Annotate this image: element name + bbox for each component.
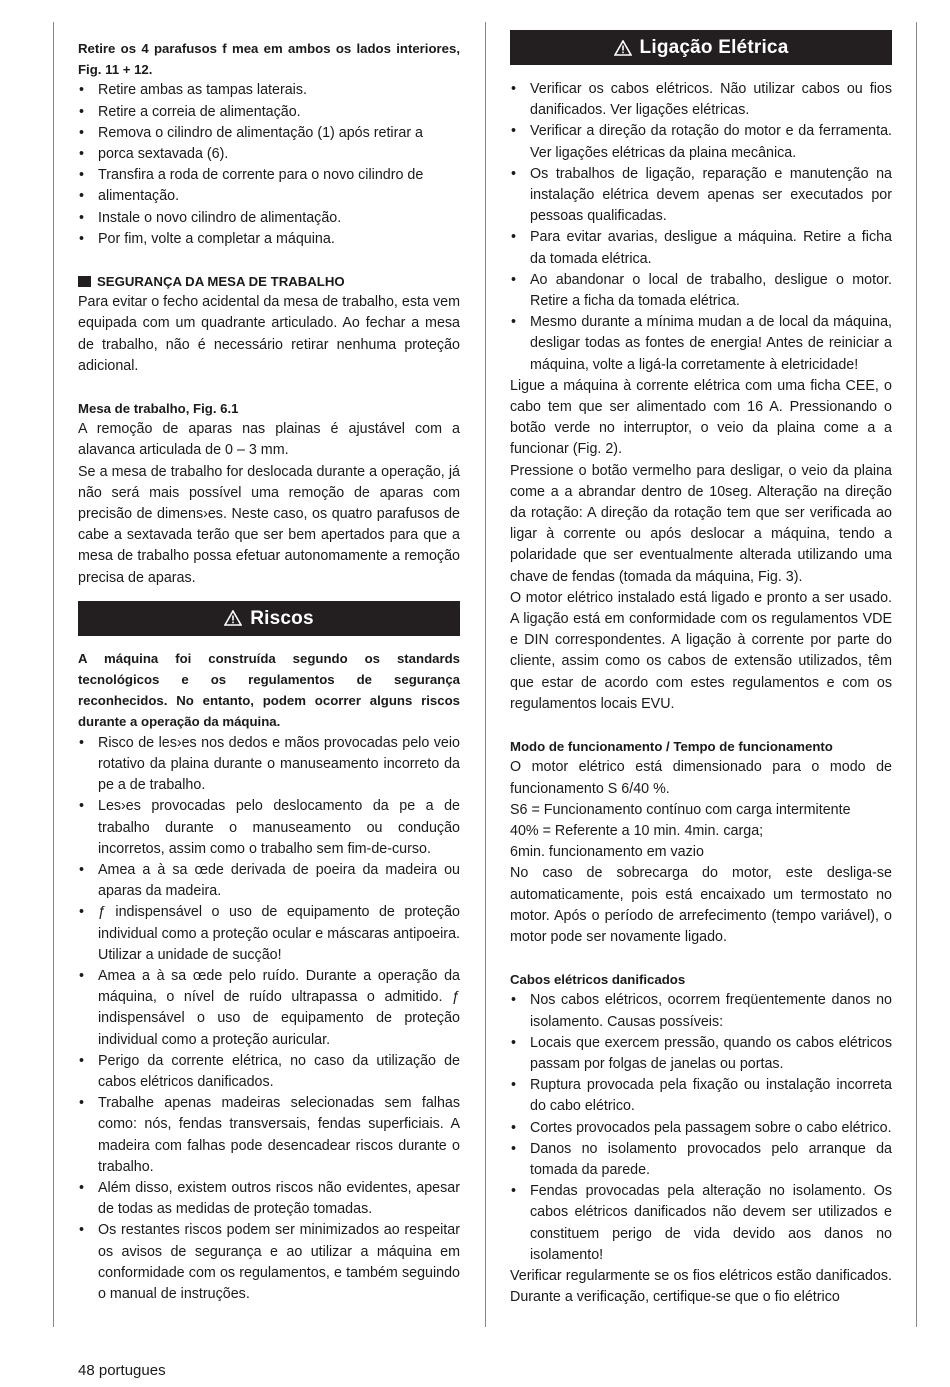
safety-heading: SEGURANÇA DA MESA DE TRABALHO bbox=[78, 271, 460, 292]
list-item: • ƒ indispensável o uso de equipamento de proteção individual como a proteção ocular e máscaras antipoeira. Utilizar a unidade de sucção! bbox=[78, 902, 460, 966]
list-item: • Perigo da corrente elétrica, no caso da utilização de cabos elétricos danificados. bbox=[78, 1051, 460, 1093]
list-item: • Os restantes riscos podem ser minimizados ao respeitar os avisos de segurança e ao utilizar a máquina em conformidade com os regulamentos, e também seguindo o manual de instruções. bbox=[78, 1220, 460, 1305]
cables-heading: Cabos elétricos danificados bbox=[510, 972, 686, 988]
list-item: • Amea a à sa œde derivada de poeira da madeira ou aparas da madeira. bbox=[78, 860, 460, 902]
electric-list bbox=[510, 79, 892, 376]
mode-line-4: 6min. funcionamento em vazio bbox=[510, 844, 704, 861]
cables-list bbox=[510, 990, 892, 1266]
list-item: • Les›es provocadas pelo deslocamento da pe a de trabalho durante o manuseamento ou condução incorretos, assim como o trabalho sem fim-de-curso. bbox=[78, 796, 460, 860]
risks-title: Riscos bbox=[250, 607, 314, 629]
electric-para-2: Pressione o botão vermelho para desligar, o veio da plaina come a a abrandar dentro de 10seg. Alteração na direção da rotação: A direção da rotação tem que ser verificada ao ligar à corrente ou após deslocar a máquina, tendo a polaridade que ser eventualmente alterada utilizando uma chave de fendas (tomada da máquina, Fig. 3). bbox=[510, 462, 892, 585]
list-item: • porca sextavada (6). bbox=[78, 144, 460, 165]
mode-line-2: S6 = Funcionamento contínuo com carga intermitente bbox=[510, 801, 851, 818]
page-footer: 48 portugues bbox=[78, 1362, 166, 1379]
list-item: • Risco de les›es nos dedos e mãos provocadas pelo veio rotativo da plaina durante o manuseamento incorreto da pe a de trabalho. bbox=[78, 733, 460, 797]
right-margin-rule bbox=[916, 22, 917, 1327]
risks-intro: A máquina foi construída segundo os standards tecnológicos e os regulamentos de segurança reconhecidos. No entanto, podem ocorrer alguns riscos durante a operação da máquina. bbox=[78, 650, 460, 730]
left-margin-rule bbox=[53, 22, 54, 1327]
list-item: • Além disso, existem outros riscos não evidentes, apesar de todas as medidas de proteção tomadas. bbox=[78, 1178, 460, 1220]
intro-list bbox=[78, 80, 460, 250]
list-item: • Para evitar avarias, desligue a máquina. Retire a ficha da tomada elétrica. bbox=[510, 227, 892, 269]
mode-heading: Modo de funcionamento / Tempo de funcionamento bbox=[510, 739, 833, 755]
table-heading: Mesa de trabalho, Fig. 6.1 bbox=[78, 401, 239, 417]
electric-para-3: O motor elétrico instalado está ligado e pronto a ser usado. A ligação está em conformidade com os regulamentos VDE e DIN correspondentes. A ligação à corrente por parte do cliente, assim como os cabos de extensão utilizados, têm que estar de acordo com estes regulamentos e com os regulamentos locais EVU. bbox=[510, 589, 892, 712]
mode-line-1: O motor elétrico está dimensionado para o modo de funcionamento S 6/40 %. bbox=[510, 759, 892, 797]
table-text-2: Se a mesa de trabalho for deslocada durante a operação, já não será mais possível uma remoção de aparas com precisão de dimens›es. Neste caso, os quatro parafusos de cabe a sextavada terão que ser bem apertados para que a mesa de trabalho possa efetuar autonomamente a remoção precisa de aparas. bbox=[78, 463, 460, 586]
list-item: • alimentação. bbox=[78, 186, 460, 207]
square-bullet-icon bbox=[78, 276, 91, 287]
list-item: • Ruptura provocada pela fixação ou instalação incorreta do cabo elétrico. bbox=[510, 1075, 892, 1117]
risks-section-bar bbox=[78, 601, 460, 636]
cables-end: Verificar regularmente se os fios elétricos estão danificados. Durante a verificação, certifique-se que o fio elétrico bbox=[510, 1267, 892, 1306]
safety-text: Para evitar o fecho acidental da mesa de trabalho, esta vem equipada com um quadrante articulado. Ao fechar a mesa de trabalho, não é necessário retirar nenhuma proteção adicional. bbox=[78, 294, 460, 374]
right-column bbox=[510, 30, 892, 1308]
list-item: • Instale o novo cilindro de alimentação. bbox=[78, 208, 460, 229]
list-item: • Verificar a direção da rotação do motor e da ferramenta. Ver ligações elétricas da plaina mecânica. bbox=[510, 121, 892, 163]
list-item: • Fendas provocadas pela alteração no isolamento. Os cabos elétricos danificados não devem ser utilizados e constituem perigo de vida devido aos danos no isolamento! bbox=[510, 1181, 892, 1266]
electric-para-1: Ligue a máquina à corrente elétrica com uma ficha CEE, o cabo tem que ser alimentado com 16 A. Pressionando o botão verde no interruptor, o veio da plaina come a a funcionar (Fig. 2). bbox=[510, 377, 892, 458]
list-item: • Transfira a roda de corrente para o novo cilindro de bbox=[78, 165, 460, 186]
mode-line-3: 40% = Referente a 10 min. 4min. carga; bbox=[510, 822, 764, 839]
list-item: • Trabalhe apenas madeiras selecionadas sem falhas como: nós, fendas transversais, fendas superficiais. A madeira com falhas pode desencadear riscos durante o trabalho. bbox=[78, 1093, 460, 1178]
list-item: • Danos no isolamento provocados pelo arranque da tomada da parede. bbox=[510, 1139, 892, 1181]
risks-list bbox=[78, 733, 460, 1305]
warning-icon bbox=[224, 610, 242, 626]
mode-line-5: No caso de sobrecarga do motor, este desliga-se automaticamente, pois está encaixado um termostato no motor. Após o período de arrefecimento (tempo variável), o motor pode ser novamente ligado. bbox=[510, 865, 892, 945]
list-item: • Locais que exercem pressão, quando os cabos elétricos passam por folgas de janelas ou portas. bbox=[510, 1033, 892, 1075]
intro-heading: Retire os 4 parafusos f mea em ambos os lados interiores, Fig. 11 + 12. bbox=[78, 41, 460, 78]
list-item: • Retire a correia de alimentação. bbox=[78, 102, 460, 123]
list-item: • Nos cabos elétricos, ocorrem freqüentemente danos no isolamento. Causas possíveis: bbox=[510, 990, 892, 1032]
list-item: • Verificar os cabos elétricos. Não utilizar cabos ou fios danificados. Ver ligações elétricas. bbox=[510, 79, 892, 121]
list-item: • Ao abandonar o local de trabalho, desligue o motor. Retire a ficha da tomada elétrica. bbox=[510, 270, 892, 312]
list-item: • Mesmo durante a mínima mudan a de local da máquina, desligar todas as fontes de energia! Antes de reiniciar a máquina, volte a ligá-la corretamente à eletricidade! bbox=[510, 312, 892, 376]
list-item: • Cortes provocados pela passagem sobre o cabo elétrico. bbox=[510, 1118, 892, 1139]
list-item: • Remova o cilindro de alimentação (1) após retirar a bbox=[78, 123, 460, 144]
left-column bbox=[78, 38, 460, 1305]
list-item: • Retire ambas as tampas laterais. bbox=[78, 80, 460, 101]
list-item: • Os trabalhos de ligação, reparação e manutenção na instalação elétrica devem apenas ser executados por pessoas qualificadas. bbox=[510, 164, 892, 228]
electric-section-bar bbox=[510, 30, 892, 65]
table-text-1: A remoção de aparas nas plainas é ajustável com a alavanca articulada de 0 – 3 mm. bbox=[78, 421, 460, 459]
list-item: • Por fim, volte a completar a máquina. bbox=[78, 229, 460, 250]
list-item: • Amea a à sa œde pelo ruído. Durante a operação da máquina, o nível de ruído ultrapassa o admitido. ƒ indispensável o uso de equipamento de proteção individual como a proteção auricular. bbox=[78, 966, 460, 1051]
warning-icon bbox=[614, 40, 632, 56]
center-divider bbox=[485, 22, 486, 1327]
electric-title: Ligação Elétrica bbox=[639, 36, 789, 58]
